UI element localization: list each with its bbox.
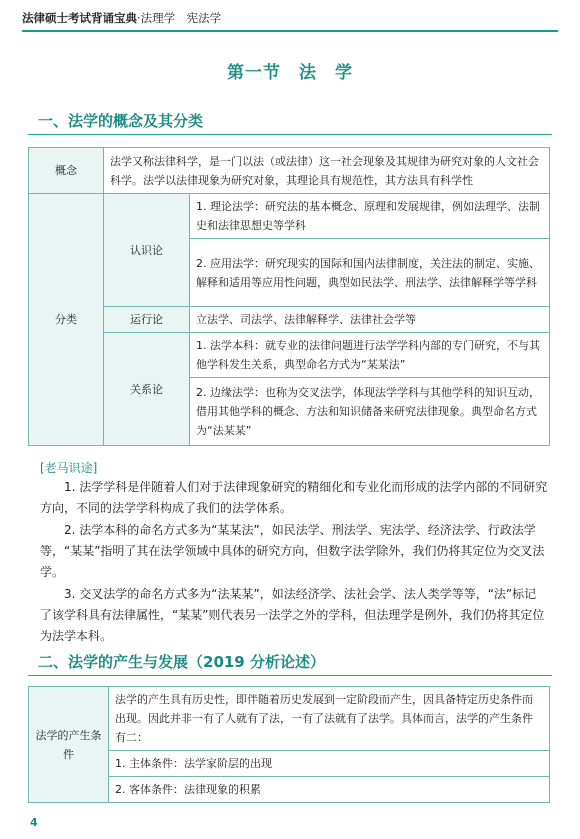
epistemology-item-2: 2. 应用法学：研究现实的国际和国内法律制度，关注法的制定、实施、解释和适用等应用性问题，典型如民法学、刑法学、法律解释学等学科 xyxy=(190,239,550,307)
book-title: 法律硕士考试背诵宝典 xyxy=(22,11,137,25)
operation-text: 立法学、司法学、法律解释学、法律社会学等 xyxy=(190,307,550,333)
note-paragraph-2: 2. 法学本科的命名方式多为“某某法”，如民法学、刑法学、宪法学、经济法学、行政法学等，“某某”指明了其在法学领域中具体的研究方向，但数字法学除外，我们仍将其定位为交叉法学。 xyxy=(40,523,545,579)
origin-intro: 法学的产生具有历史性，即伴随着历史发展到一定阶段而产生，因具备特定历史条件而出现。因此并非一有了人就有了法，一有了法就有了法学。具体而言，法学的产生条件有二： xyxy=(109,687,550,751)
relation-item-1: 1. 法学本科：就专业的法律问题进行法学学科内部的专门研究，不与其他学科发生关系，典型命名方式为“某某法” xyxy=(190,333,550,378)
concept-key: 概念 xyxy=(29,148,104,194)
part2-heading-rule xyxy=(28,675,552,676)
relation-label: 关系论 xyxy=(104,333,190,446)
header-separator: · xyxy=(137,11,141,25)
part1-heading-rule xyxy=(28,134,552,135)
part2-heading: 二、法学的产生与发展（2019 分析论述） xyxy=(38,653,325,671)
header-breadcrumb: 法理学 宪法学 xyxy=(140,11,222,25)
origin-key: 法学的产生条件 xyxy=(29,687,109,803)
classification-key: 分类 xyxy=(29,194,104,446)
notes-label: [老马识途] xyxy=(40,461,98,475)
page-header xyxy=(22,8,558,32)
law-origin-table xyxy=(28,686,550,803)
epistemology-item-1: 1. 理论法学：研究法的基本概念、原理和发展规律，例如法理学、法制史和法律思想史等学科 xyxy=(190,194,550,239)
part1-heading: 一、法学的概念及其分类 xyxy=(38,112,204,130)
origin-item-2: 2. 客体条件：法律现象的积累 xyxy=(109,777,550,803)
concept-text: 法学又称法律科学，是一门以法（或法律）这一社会现象及其规律为研究对象的人文社会科学。法学以法律现象为研究对象，其理论具有规范性，其方法具有科学性 xyxy=(104,148,550,194)
origin-item-1: 1. 主体条件：法学家阶层的出现 xyxy=(109,751,550,777)
note-paragraph-3: 3. 交叉法学的命名方式多为“法某某”，如法经济学、法社会学、法人类学等等，“法”标记了该学科具有法律属性，“某某”则代表另一法学之外的学科，但法理学是例外，我们仍将其定位为法学本科。 xyxy=(40,587,545,643)
page-number: 4 xyxy=(30,816,38,829)
section-title: 第一节 法 学 xyxy=(227,63,353,83)
note-paragraph-1: 1. 法学学科是伴随着人们对于法律现象研究的精细化和专业化而形成的法学内部的不同研究方向，不同的法学学科构成了我们的法学体系。 xyxy=(40,480,548,515)
law-classification-table xyxy=(28,147,550,446)
epistemology-label: 认识论 xyxy=(104,194,190,307)
relation-item-2: 2. 边缘法学：也称为交叉法学，体现法学学科与其他学科的知识互动，借用其他学科的概念、方法和知识储备来研究法律现象。典型命名方式为“法某某” xyxy=(190,378,550,446)
operation-label: 运行论 xyxy=(104,307,190,333)
